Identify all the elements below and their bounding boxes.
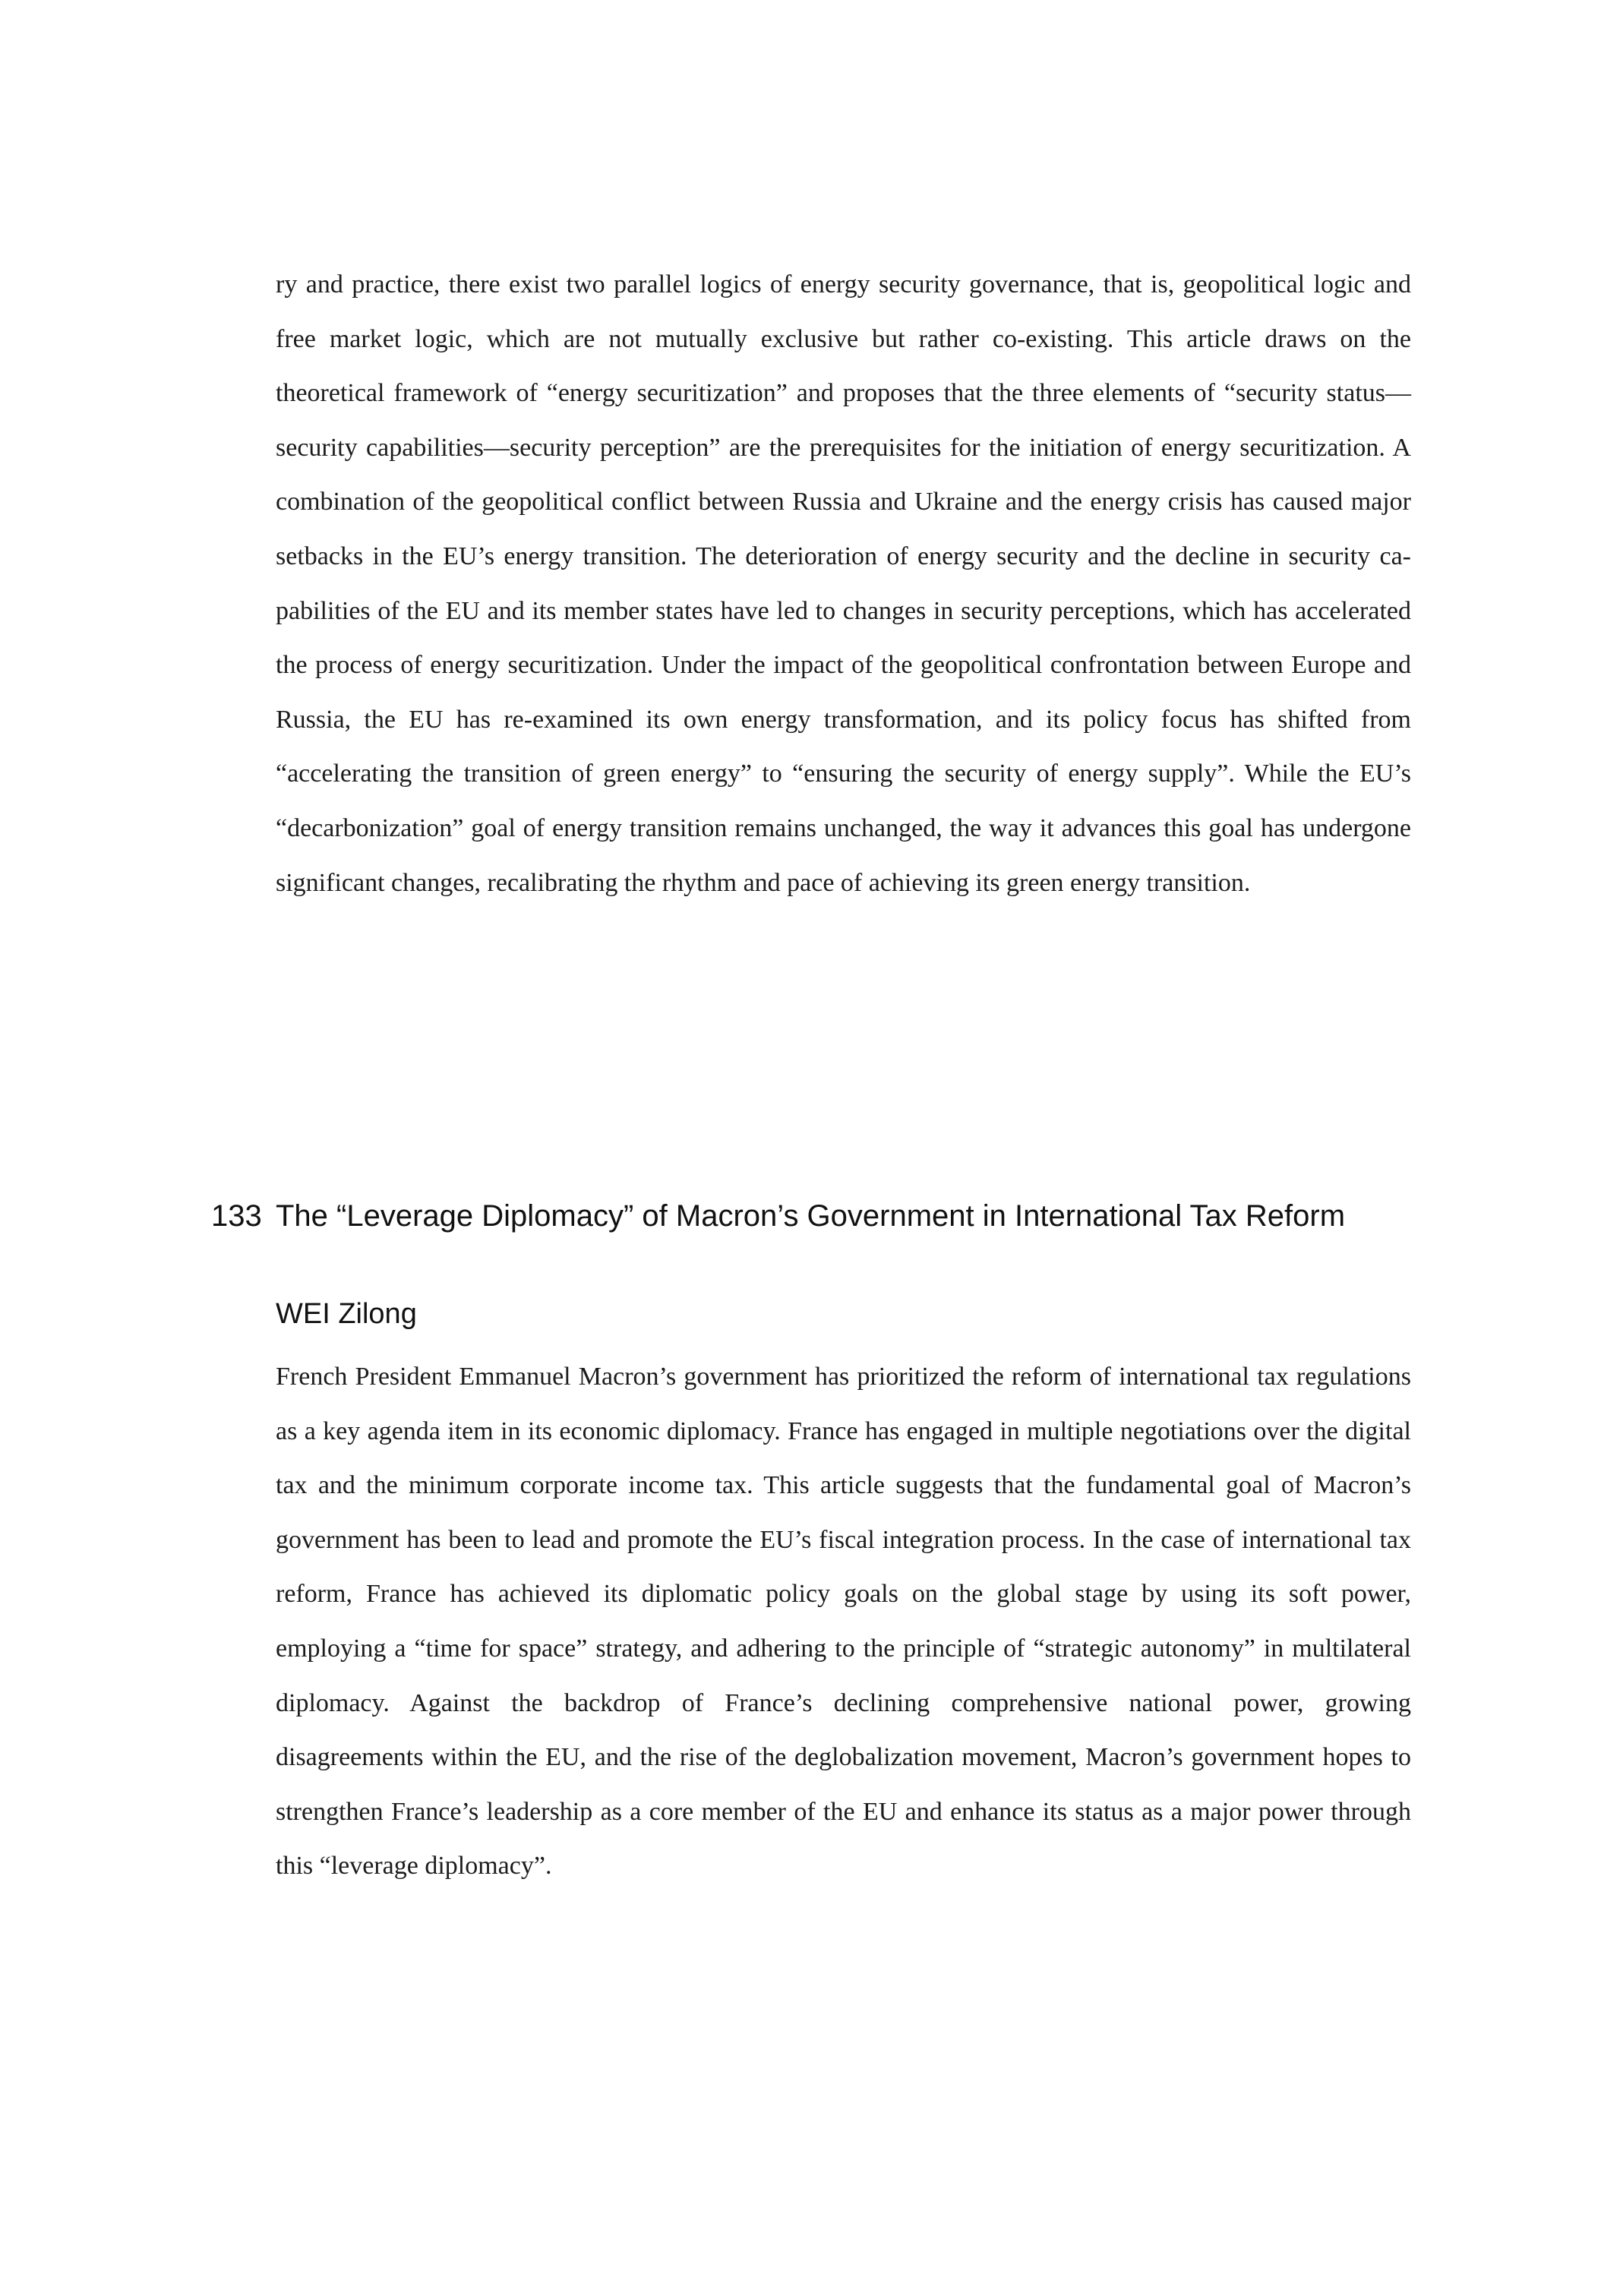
article-author: WEI Zilong [276,1298,417,1330]
article-title: The “Leverage Diplomacy” of Macron’s Government in International Tax Reform [276,1199,1346,1233]
article-abstract: French President Emmanuel Macron’s government has prioritized the reform of international tax regulations as a key agenda item in its economic diplomacy. France has engaged in multiple negotiations over the digital tax and the minimum corporate income tax. This article suggests that the fundamental goal of Macron’s government has been to lead and promote the EU’s fiscal integration process. In the case of international tax reform, France has achieved its diplomatic policy goals on the global stage by using its soft power, employing a “time for space” strategy, and adhering to the principle of “strategic autonomy” in multilateral diplomacy. Against the backdrop of France’s declining comprehensive national power, growing disagreements within the EU, and the rise of the deglobalization movement, Macron’s government hopes to strengthen France’s leadership as a core member of the EU and enhance its status as a major power through this “leverage diplomacy”. [276,1363,1411,1881]
abstract-continued: ry and practice, there exist two parallel logics of energy security governance, that is, geopolitical logic and free market logic, which are not mutually exclusive but rather co-existing. This article draws on the theoretical framework of “energy securitization” and proposes that the three elements of “security status—security capabilities—security perception” are the prerequisites for the initiation of energy securitization. A combination of the geopolitical conflict between Russia and Ukraine and the energy crisis has caused major setbacks in the EU’s energy transition. The deterioration of energy security and the decline in security capabilities of the EU and its member states have led to changes in security perceptions, which has accelerated the process of energy securitization. Under the impact of the geopolitical confrontation between Europe and Russia, the EU has re-examined its own energy transformation, and its policy focus has shifted from “accelerating the transition of green energy” to “ensuring the security of energy supply”. While the EU’s “decarbonization” goal of energy transition remains unchanged, the way it advances this goal has undergone significant changes, recalibrating the rhythm and pace of achieving its green energy transition. [276,270,1411,897]
article-number: 133 [211,1199,262,1233]
